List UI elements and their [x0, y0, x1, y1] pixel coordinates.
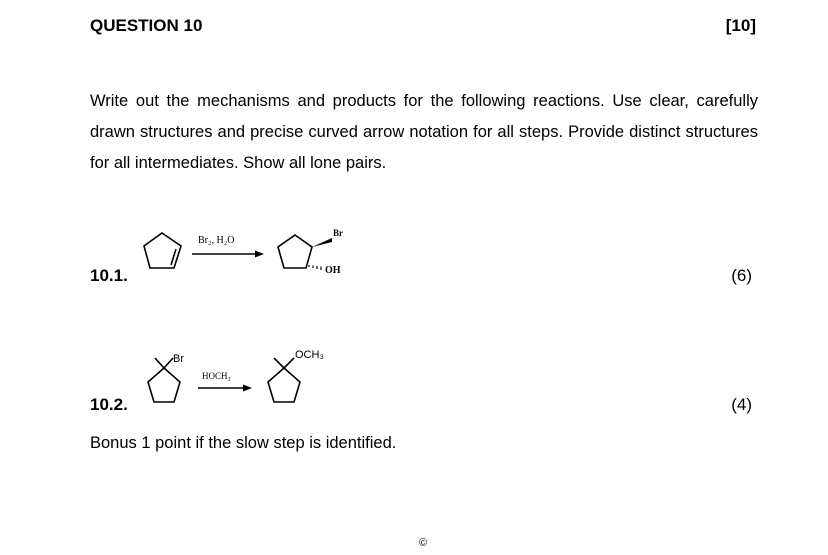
- bromine-label: Br: [173, 353, 184, 365]
- methoxy-methylcyclopentane-structure: [268, 358, 300, 402]
- bromine-label: Br: [333, 228, 343, 238]
- hydroxyl-label: OH: [325, 265, 341, 276]
- reaction-arrow: [198, 385, 252, 392]
- methoxy-label: OCH₃: [295, 349, 324, 361]
- part-points: (6): [731, 266, 752, 285]
- reagent-label: Br₂, H₂O: [198, 235, 235, 246]
- part-points: (4): [731, 395, 752, 414]
- copyright-symbol: ©: [419, 537, 428, 549]
- hash-bond: [309, 265, 321, 270]
- bromohydrin-structure: [278, 235, 312, 268]
- reaction-arrow: [192, 251, 264, 258]
- bonus-note: Bonus 1 point if the slow step is identified.: [90, 434, 397, 452]
- question-title: QUESTION 10: [90, 16, 203, 35]
- question-marks: [10]: [725, 16, 756, 35]
- wedge-bond: [312, 238, 332, 247]
- reaction-scheme-10-1: [140, 218, 370, 288]
- part-number: 10.1.: [90, 266, 128, 285]
- part-number: 10.2.: [90, 395, 128, 414]
- reaction-scheme-10-2: [140, 340, 350, 412]
- cyclopentene-structure: [144, 233, 181, 268]
- reagent-label: HOCH₃: [202, 371, 231, 381]
- instructions-text: Write out the mechanisms and products for the following reactions. Use clear, carefully drawn structures and precise curved arrow notation for all steps. Provide distinct structures for all intermediates. Show all lone pairs.: [90, 92, 758, 172]
